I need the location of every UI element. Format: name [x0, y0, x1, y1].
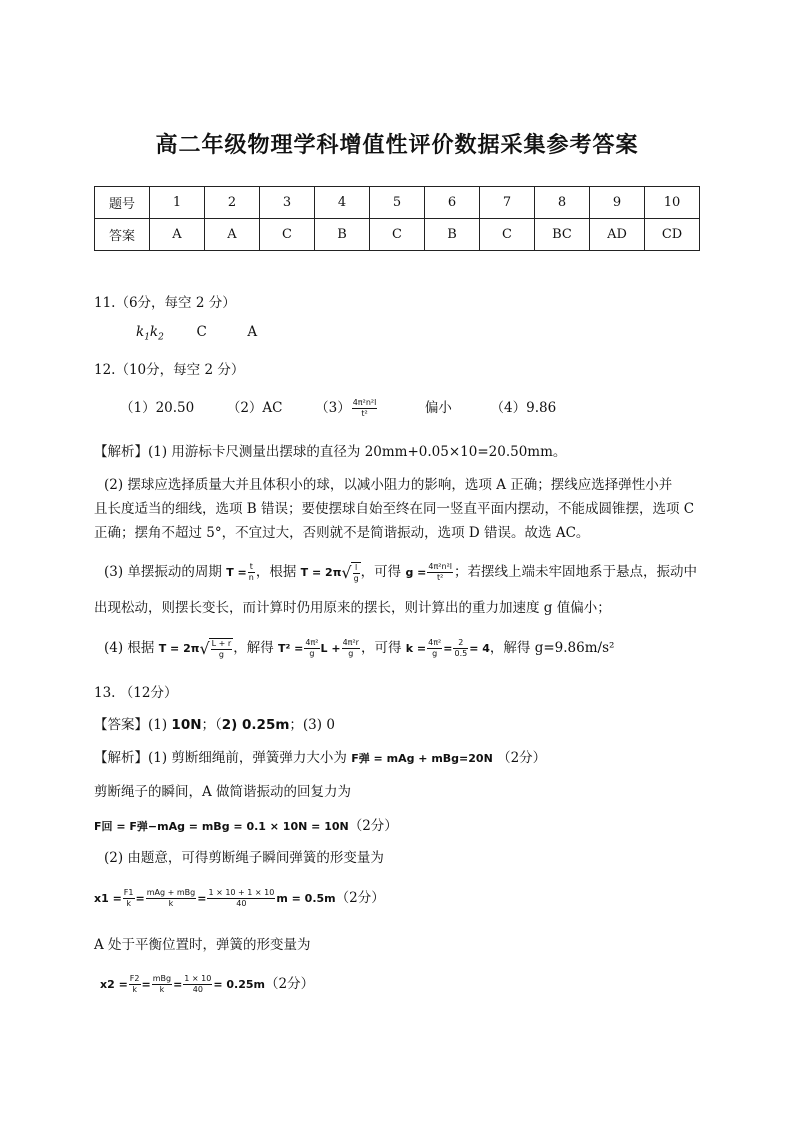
q12-answer-3-label: （3） [315, 400, 351, 416]
q13-answer: 【答案】(1) 10N；（2) 0.25m；(3) 0 [94, 717, 335, 733]
q11-answer-3: A [247, 324, 258, 340]
q12-answer-3-fraction: $\frac{\text{4π²n²l}}{\text{t²}}$ [352, 398, 377, 418]
table-cell: A [205, 219, 260, 251]
q11-answer-2: C [196, 324, 207, 340]
table-cell: AD [590, 219, 645, 251]
table-header-answer: 答案 [95, 219, 150, 251]
q12-answer-2: （2）AC [226, 400, 283, 416]
answer-table [94, 186, 700, 251]
table-cell: 8 [535, 187, 590, 219]
q13-heading: 13. （12分） [94, 685, 178, 701]
q13-explanation-3: F回 = F弹−mAg = mBg = 0.1 × 10N = 10N（2分） [94, 818, 398, 834]
table-cell: 1 [150, 187, 205, 219]
table-row-numbers [95, 187, 700, 219]
table-cell: 7 [480, 187, 535, 219]
q12-answer-4: （4）9.86 [490, 400, 557, 416]
q12-explanation-3: (3) 单摆振动的周期 T = $\frac{t}{n}$ ，根据 T = 2π√ $\frac{l}{g}$ ，可得 g = $\frac{\text{4π²n²l}}{\text{t²}}$ ；若摆线上端未牢固地系于悬点，振动中 [104, 562, 698, 583]
table-cell: B [425, 219, 480, 251]
q11-answers [136, 324, 257, 343]
q12-explanation-1: 【解析】(1) 用游标卡尺测量出摆球的直径为 20mm+0.05×10=20.50mm。 [94, 444, 567, 460]
q12-explanation-2a: (2) 摆球应选择质量大并且体积小的球，以减小阻力的影响，选项 A 正确；摆线应选择弹性小并 [104, 477, 673, 493]
q13-explanation-2: 剪断绳子的瞬间，A 做简谐振动的回复力为 [94, 784, 352, 800]
table-header-number: 题号 [95, 187, 150, 219]
table-cell: CD [645, 219, 700, 251]
q13-explanation-4: (2) 由题意，可得剪断绳子瞬间弹簧的形变量为 [104, 850, 384, 866]
q12-answer-1: （1）20.50 [120, 400, 195, 416]
q12-heading: 12.（10分，每空 2 分） [94, 362, 245, 378]
q13-explanation-1: 【解析】(1) 剪断细绳前，弹簧弹力大小为 F弹 = mAg + mBg=20N （2分） [94, 750, 547, 766]
q11-answer-1: $k_1k_2$ [136, 324, 164, 343]
q12-explanation-2c: 正确；摆角不超过 5°，不宜过大，否则就不是简谐振动，选项 D 错误。故选 AC。 [94, 525, 590, 541]
q13-explanation-6: A 处于平衡位置时，弹簧的形变量为 [94, 937, 311, 953]
q12-explanation-4: (4) 根据 T = 2π√ $\frac{L + r}{g}$ ，解得 T² = $\frac{\text{4π²}}{g}$ L + $\frac{\text{4π²r}}{g}$ ，可得 k = $\frac{\text{4π²}}{g}$ = $\frac{2}{0.5}$ = 4，解得 g=9.86m/s² [104, 638, 615, 659]
table-row-answers [95, 219, 700, 251]
table-cell: C [480, 219, 535, 251]
table-cell: B [315, 219, 370, 251]
table-cell: 6 [425, 187, 480, 219]
q12-answer-3-extra: 偏小 [424, 400, 452, 416]
q11-heading: 11.（6分，每空 2 分） [94, 295, 236, 311]
table-cell: C [260, 219, 315, 251]
q12-explanation-3b: 出现松动，则摆长变长，而计算时仍用原来的摆长，则计算出的重力加速度 g 值偏小； [94, 600, 611, 616]
table-cell: 3 [260, 187, 315, 219]
table-cell: 10 [645, 187, 700, 219]
q13-x2-equation: x2 = $\frac{F2}{k}$ = $\frac{\text{mBg}}{k}$ = $\frac{1 \times 10}{40}$ = 0.25m（2分） [100, 974, 315, 994]
page-title: 高二年级物理学科增值性评价数据采集参考答案 [155, 133, 639, 158]
table-cell: 5 [370, 187, 425, 219]
table-cell: BC [535, 219, 590, 251]
q13-x1-equation: x1 = $\frac{F1}{k}$ = $\frac{\text{mAg + mBg}}{k}$ = $\frac{1 \times 10 + 1 \times 10}{40}$ m = 0.5m（2分） [94, 888, 385, 908]
q12-answers [120, 396, 556, 419]
table-cell: 2 [205, 187, 260, 219]
table-cell: 9 [590, 187, 645, 219]
table-cell: 4 [315, 187, 370, 219]
table-cell: A [150, 219, 205, 251]
q12-explanation-2b: 且长度适当的细线，选项 B 错误；要使摆球自始至终在同一竖直平面内摆动，不能成圆锥摆，选项 C [94, 501, 695, 517]
table-cell: C [370, 219, 425, 251]
